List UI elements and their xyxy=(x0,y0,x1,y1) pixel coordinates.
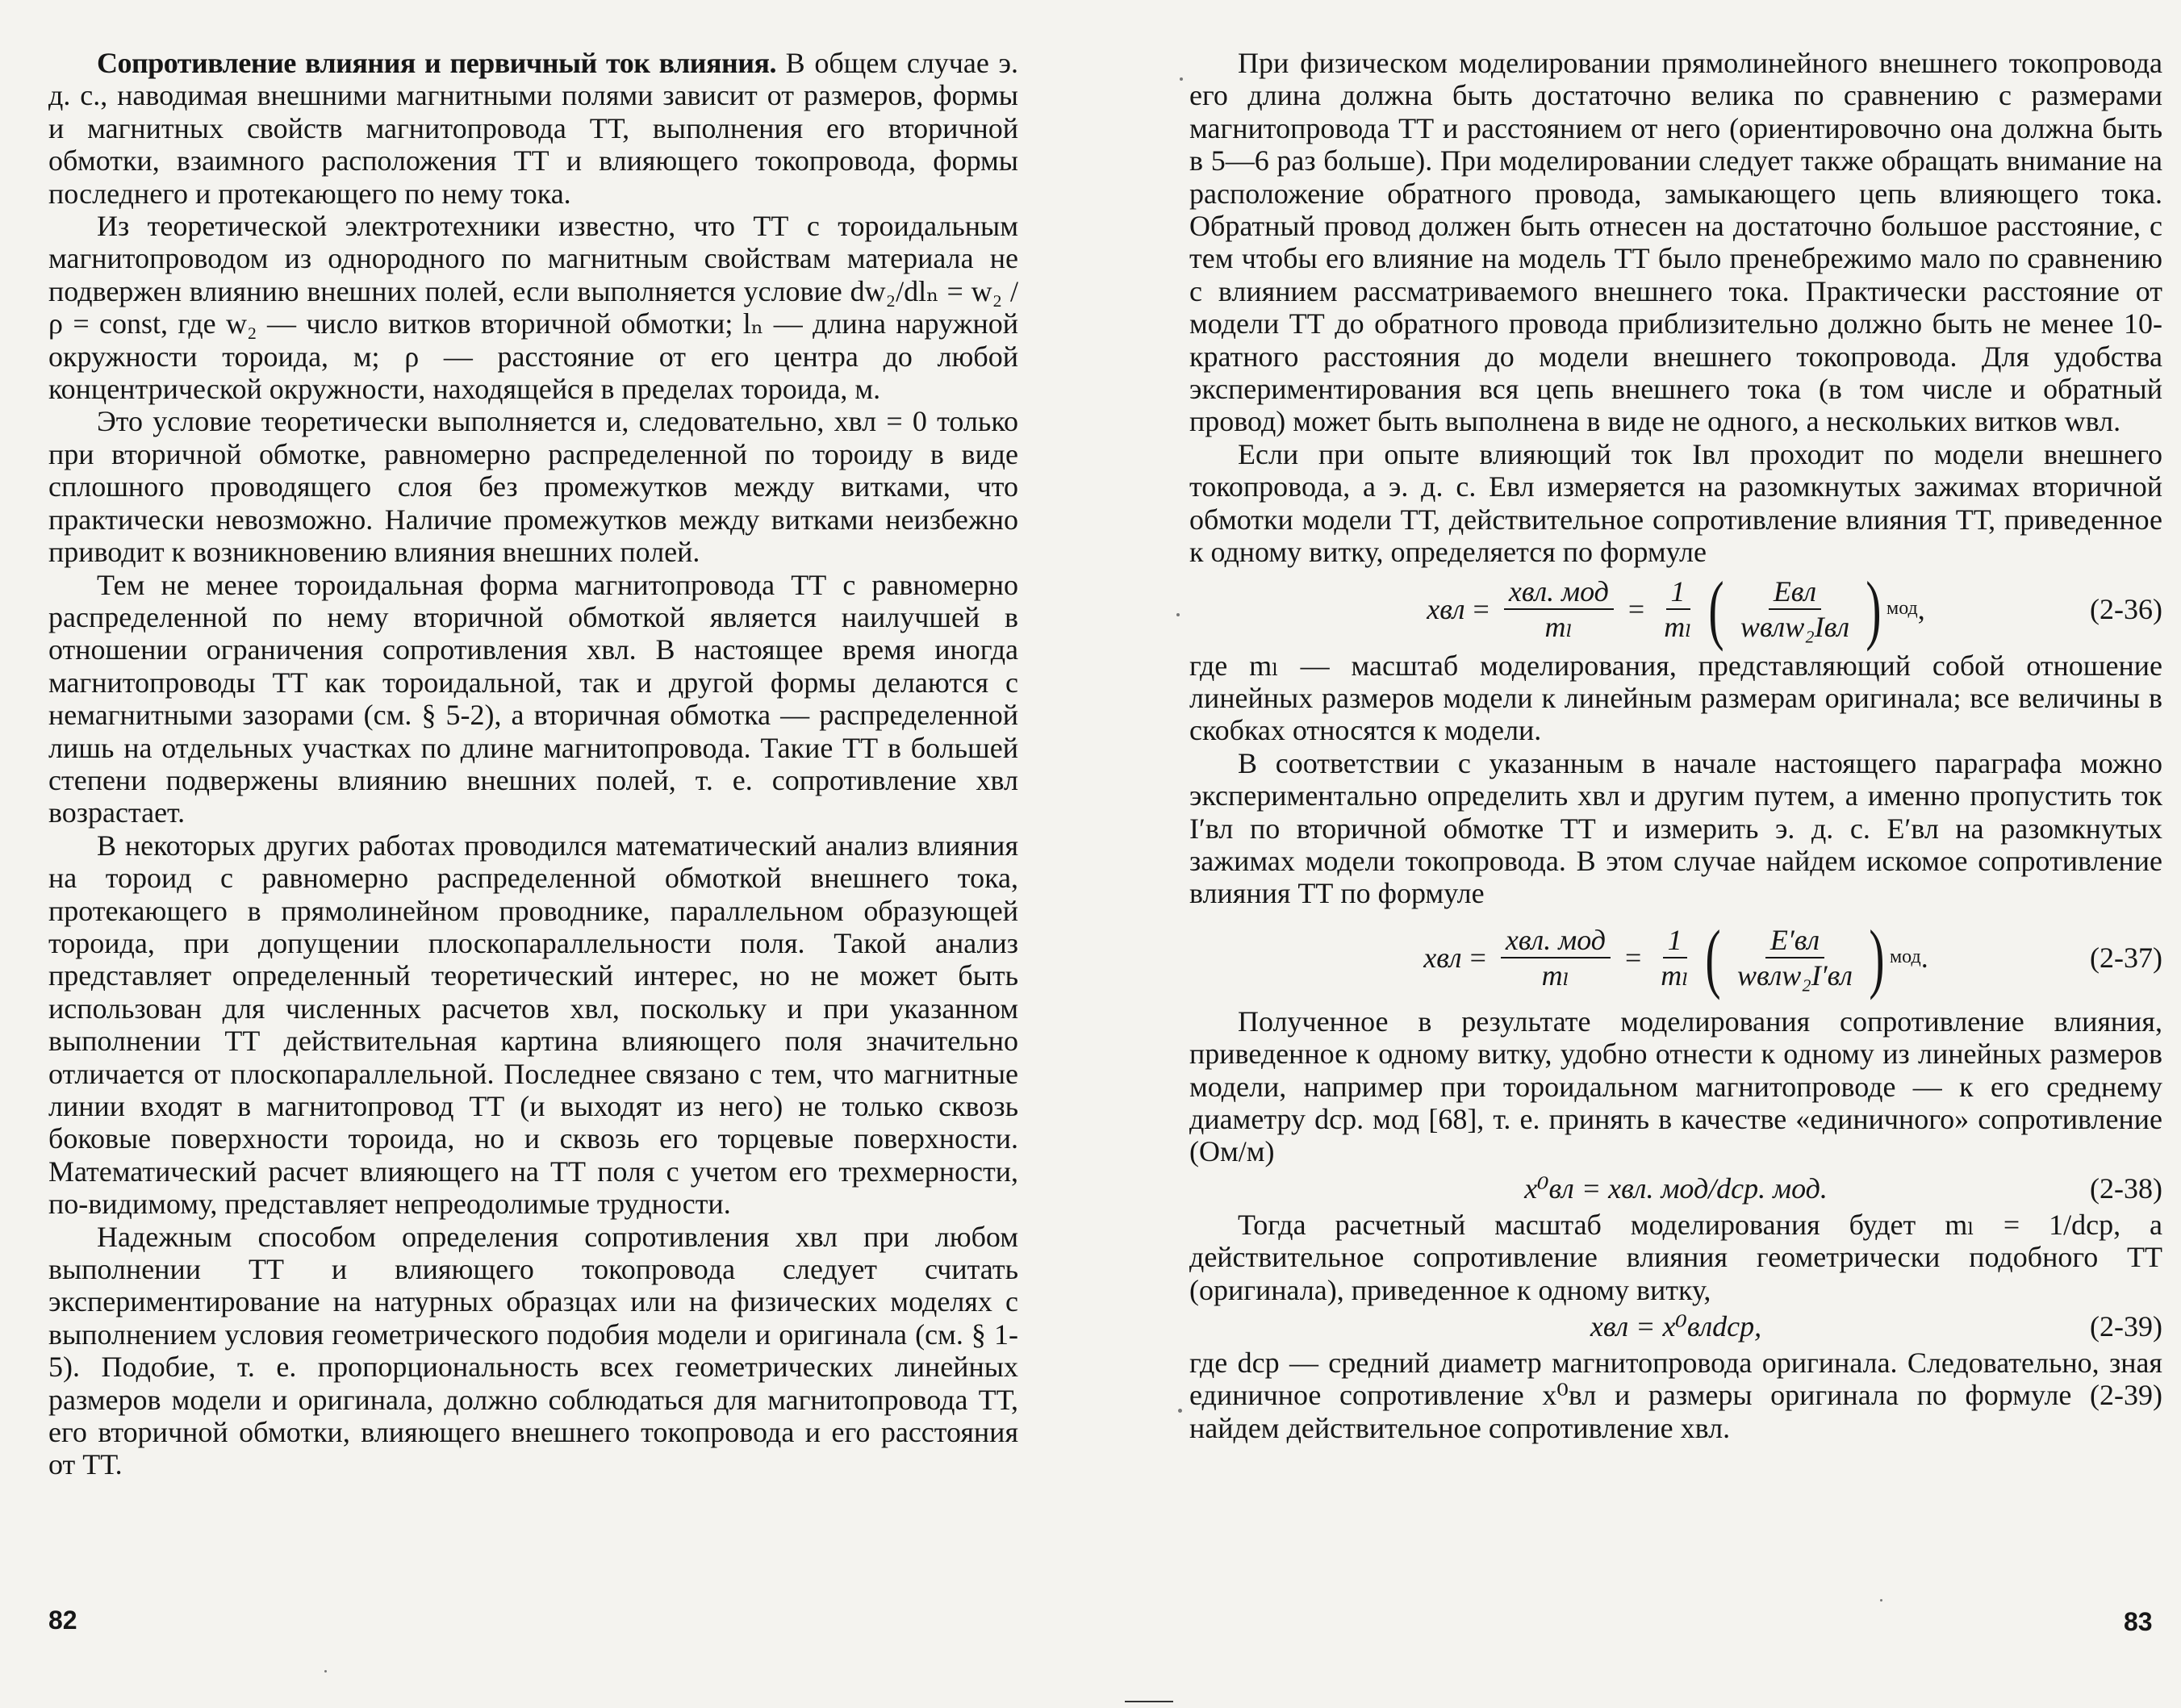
page-divider-mark xyxy=(1125,1701,1173,1702)
denominator: wвлw₂Iвл xyxy=(1740,610,1850,643)
paragraph: Тем не менее тороидальная форма магнитопровода ТТ с равномерно распределенной по нему вторичной обмоткой является наилучшей в отношении ограничения сопротивления xвл. В настоящее время иногда магнитопроводы ТТ как тороидальной, так и другой формы делаются с немагнитными зазорами (см. § 5-2), а вторичная обмотка — распределенной лишь на отдельных участках по длине магнитопровода. Такие ТТ в большей степени подвержены влиянию внешних полей, т. е. сопротивление xвл возрастает. xyxy=(48,568,1018,829)
equation-body: xвл = x⁰влdср, xyxy=(1590,1310,1762,1343)
numerator: xвл. мод xyxy=(1501,925,1611,958)
fraction xyxy=(1732,925,1857,991)
scan-speck xyxy=(1180,77,1183,81)
equation-number: (2-37) xyxy=(2090,941,2162,974)
fraction xyxy=(1659,576,1697,642)
equation-2-37: xвл = $\frac{\text{xвл. мод}}{\text{mₗ}}$ = $\frac{1}{\text{mₗ}}$ ( $\frac{E'вл}{\text{wвлw₂I′вл}}$ ) мод . (2-37) xyxy=(1423,913,2162,1000)
equation-2-38 xyxy=(1189,1168,2162,1209)
fraction xyxy=(1504,576,1614,642)
numerator: 1 xyxy=(1663,925,1687,958)
paragraph: Из теоретической электротехники известно, что ТТ с тороидальным магнитопроводом из однородного по магнитным свойствам материала не подвержен влиянию внешних полей, если выполняется условие dw₂/dlₙ = w₂ /ρ = const, где w₂ — число витков вторичной обмотки; lₙ — длина наружной окружности тороида, м; ρ — расстояние от его центра до любой концентрической окружности, находящейся в пределах тороида, м. xyxy=(48,210,1018,406)
fraction xyxy=(1656,925,1694,991)
paragraph: где mₗ — масштаб моделирования, представляющий собой отношение линейных размеров модели к линейным размерам оригинала; все величины в скобках относятся к модели. xyxy=(1189,649,2162,747)
numerator: E′вл xyxy=(1765,925,1824,958)
paragraph: Если при опыте влияющий ток Iвл проходит по модели внешнего токопровода, а э. д. с. Eвл измеряется на разомкнутых зажимах вторичной обмотки модели ТТ, действительное сопротивление влияния ТТ, приведенное к одному витку, определяется по формуле xyxy=(1189,437,2162,569)
paragraph: Это условие теоретически выполняется и, следовательно, xвл = 0 только при вторичной обмотке, равномерно распределенной по тороиду в виде сплошного проводящего слоя без промежутков между витками, что практически невозможно. Наличие промежутков между витками неизбежно приводит к возникновению влияния внешних полей. xyxy=(48,405,1018,569)
page-number: 82 xyxy=(48,1606,77,1635)
section-heading: Сопротивление влияния и первичный ток влияния. xyxy=(97,47,776,79)
denominator: mₗ xyxy=(1661,958,1689,992)
equation-2-36: xвл = $\frac{\text{xвл. мод}}{\text{mₗ}}$ = $\frac{1}{\text{mₗ}}$ ( $\frac{\text{Eвл}}{\text{wвлw₂Iвл}}$ ) мод , (2-36) xyxy=(1427,565,2162,652)
numerator: Eвл xyxy=(1769,576,1821,610)
paragraph-text: В общем случае э. д. с., наводимая внешними магнитными полями зависит от размеров, формы и магнитных свойств магнитопровода ТТ, выполнения его вторичной обмотки, взаимного расположения ТТ и влияющего токопровода, формы последнего и протекающего по нему тока. xyxy=(48,47,1018,210)
paragraph: При физическом моделировании прямолинейного внешнего токопровода его длина должна быть достаточно велика по сравнению с размерами магнитопровода ТТ и расстоянием от него (ориентировочно она должна быть в 5—6 раз больше). При моделировании следует также обращать внимание на расположение обратного провода, замыкающего цепь влияющего тока. Обратный провод должен быть отнесен на достаточно большое расстояние, с тем чтобы его влияние на модель ТТ было пренебрежимо мало по сравнению с влиянием рассматриваемого внешнего тока. Практически расстояние от модели ТТ до обратного провода приблизительно должно быть не менее 10-кратного расстояния до модели внешнего токопровода. Для удобства экспериментирования вся цепь внешнего тока (в том числе и обратный провод) может быть выполнена в виде не одного, а нескольких витков wвл. xyxy=(1189,47,2162,438)
scan-speck xyxy=(1178,1409,1182,1413)
equation-lhs: xвл xyxy=(1427,592,1465,625)
equation-2-39 xyxy=(1189,1306,2162,1347)
fraction xyxy=(1736,576,1854,642)
paragraph: В некоторых других работах проводился математический анализ влияния на тороид с равномерно распределенной обмоткой внешнего тока, протекающего в прямолинейном проводнике, параллельном образующей тороида, при допущении плоскопараллельности поля. Такой анализ представляет определенный теоретический интерес, но не может быть использован для численных расчетов xвл, поскольку и при указанном выполнении ТТ действительная картина влияющего поля значительно отличается от плоскопараллельной. Последнее связано с тем, что магнитные линии входят в магнитопровод ТТ (и выходят из него) не только сквозь боковые поверхности тороида, но и сквозь его торцевые поверхности. Математический расчет влияющего на ТТ поля с учетом его трехмерности, по-видимому, представляет непреодолимые трудности. xyxy=(48,829,1018,1221)
paragraph: Полученное в результате моделирования сопротивление влияния, приведенное к одному витку, удобно отнести к одному из линейных размеров модели, например при тороидальном магнитопроводе — к его среднему диаметру dср. мод [68], т. е. принять в качестве «единичного» сопротивление (Ом/м) xyxy=(1189,1004,2162,1168)
denominator: mₗ xyxy=(1664,610,1692,643)
numerator: 1 xyxy=(1666,576,1690,610)
scan-speck xyxy=(324,1670,327,1673)
scan-speck xyxy=(1880,1599,1882,1602)
equation-lhs: xвл xyxy=(1423,941,1462,974)
subscript: мод xyxy=(1886,598,1918,619)
paragraph: Надежным способом определения сопротивления xвл при любом выполнении ТТ и влияющего токопровода следует считать экспериментирование на натурных образцах или на физических моделях с выполнением условия геометрического подобия модели и оригинала (см. § 1-5). Подобие, т. е. пропорциональность всех геометрических линейных размеров модели и оригинала, должно соблюдаться для магнитопровода ТТ, его вторичной обмотки, влияющего внешнего токопровода и его расстояния от ТТ. xyxy=(48,1220,1018,1481)
paragraph: где dср — средний диаметр магнитопровода оригинала. Следовательно, зная единичное сопротивление x⁰вл и размеры оригинала по формуле (2-39) найдем действительное сопротивление xвл. xyxy=(1189,1347,2162,1444)
paragraph: В соответствии с указанным в начале настоящего параграфа можно экспериментально определить xвл и другим путем, а именно пропустить ток I′вл по вторичной обмотке ТТ и измерить э. д. с. E′вл на разомкнутых зажимах модели токопровода. В этом случае найдем искомое сопротивление влияния ТТ по формуле xyxy=(1189,746,2162,910)
scan-speck xyxy=(1176,613,1180,616)
fraction xyxy=(1501,925,1611,991)
left-page xyxy=(48,47,1018,1481)
paragraph: Тогда расчетный масштаб моделирования будет mₗ = 1/dср, а действительное сопротивление влияния геометрически подобного ТТ (оригинала), приведенное к одному витку, xyxy=(1189,1208,2162,1306)
paragraph xyxy=(48,47,1018,210)
right-page xyxy=(1189,47,2162,1444)
denominator: mₗ xyxy=(1544,610,1573,643)
subscript: мод xyxy=(1889,946,1921,968)
equation-number: (2-36) xyxy=(2090,592,2162,625)
equation-body: x⁰вл = xвл. мод/dср. мод. xyxy=(1524,1171,1828,1205)
denominator: wвлw₂I′вл xyxy=(1736,958,1853,992)
equation-number: (2-39) xyxy=(2090,1310,2162,1343)
page-number: 83 xyxy=(2124,1607,2153,1636)
denominator: mₗ xyxy=(1541,958,1570,992)
numerator: xвл. мод xyxy=(1504,576,1614,610)
equation-number: (2-38) xyxy=(2090,1171,2162,1205)
